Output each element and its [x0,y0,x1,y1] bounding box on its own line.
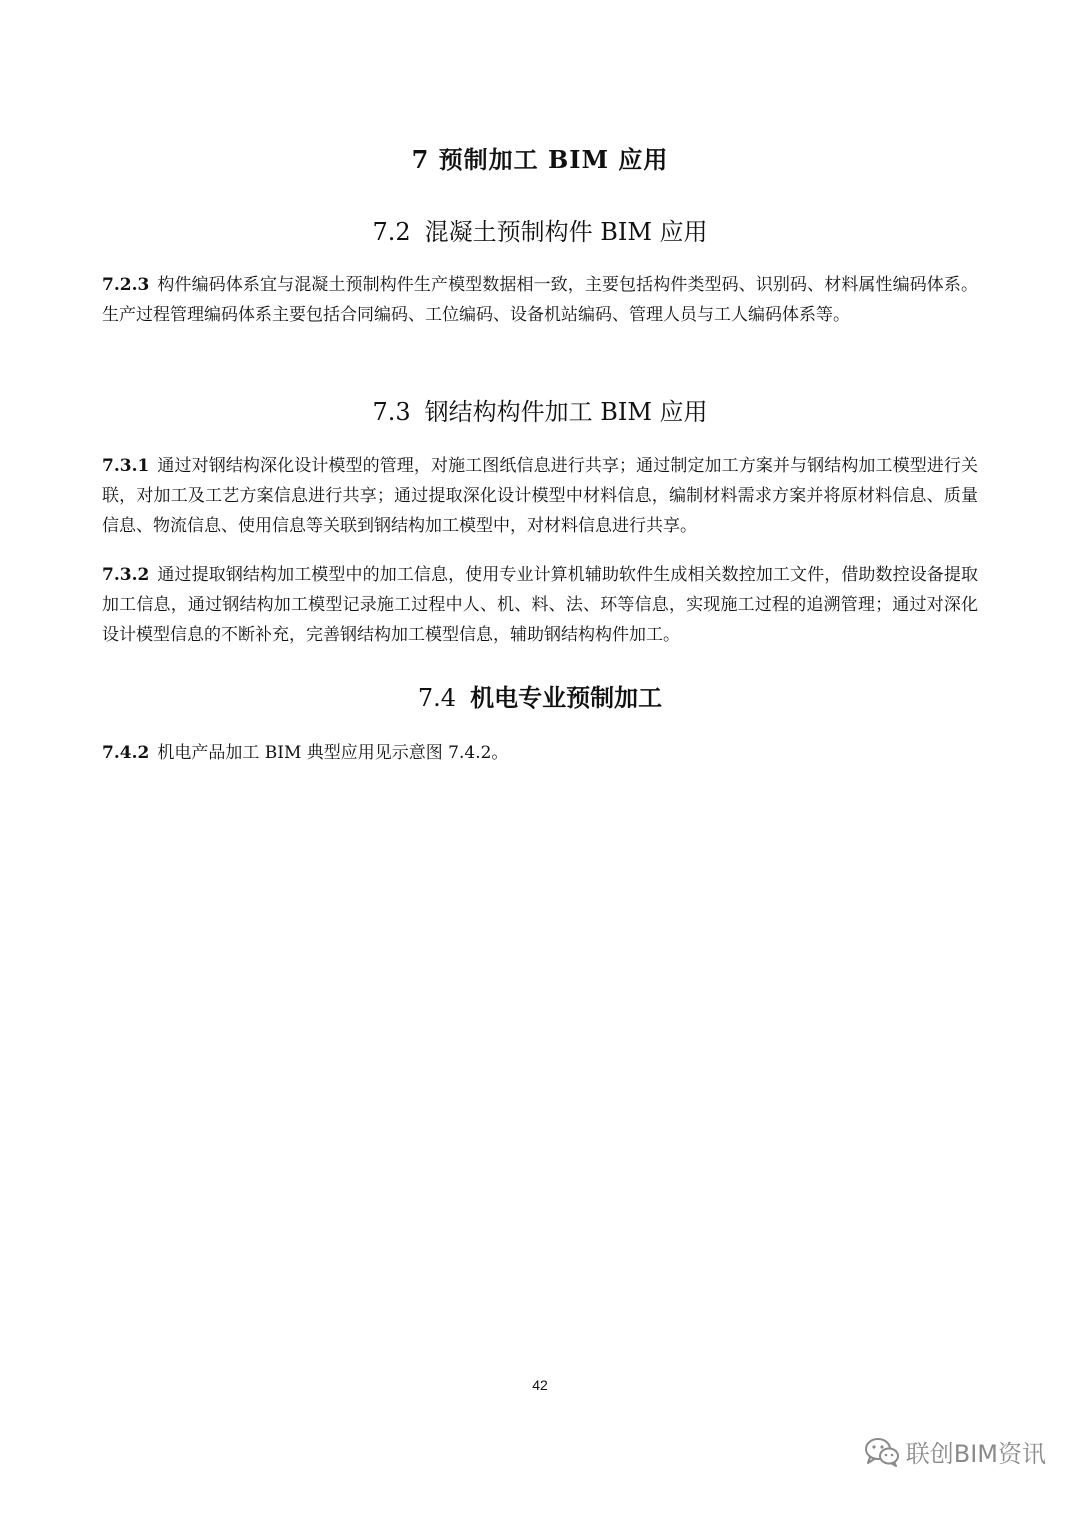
section-heading-7-2 [0,212,1080,247]
clause-number: 7.3.2 [102,565,150,585]
page-number: 42 [532,1377,548,1393]
clause-text: 通过对钢结构深化设计模型的管理，对施工图纸信息进行共享；通过制定加工方案并与钢结构加工模型进行关联，对加工及工艺方案信息进行共享；通过提取深化设计模型中材料信息，编制材料需求方案并将原材料信息、质量信息、物流信息、使用信息等关联到钢结构加工模型中，对材料信息进行共享。 [102,456,978,536]
clause-number: 7.2.3 [102,275,150,295]
watermark-text: 联创BIM资讯 [905,1440,1046,1468]
section-number: 7.3 [372,398,411,426]
section-title: 机电专业预制加工 [470,683,663,712]
chapter-title: 7 预制加工 BIM 应用 [411,145,669,174]
clause-7-3-1 [102,451,978,541]
clause-text: 机电产品加工 BIM 典型应用见示意图 7.4.2。 [157,743,509,763]
wechat-icon [864,1437,900,1467]
section-title: 混凝土预制构件 BIM 应用 [424,218,708,246]
watermark [864,1434,1046,1469]
clause-7-2-3 [102,270,978,330]
clause-text: 构件编码体系宜与混凝土预制构件生产模型数据相一致，主要包括构件类型码、识别码、材料属性编码体系。生产过程管理编码体系主要包括合同编码、工位编码、设备机站编码、管理人员与工人编码体系等。 [102,275,978,325]
section-number: 7.4 [417,684,457,712]
section-title: 钢结构构件加工 BIM 应用 [424,398,708,426]
clause-text: 通过提取钢结构加工模型中的加工信息，使用专业计算机辅助软件生成相关数控加工文件，借助数控设备提取加工信息，通过钢结构加工模型记录施工过程中人、机、料、法、环等信息，实现施工过程的追溯管理；通过对深化设计模型信息的不断补充，完善钢结构加工模型信息，辅助钢结构构件加工。 [102,565,978,645]
clause-number: 7.4.2 [102,743,150,763]
section-number: 7.2 [372,218,411,246]
section-heading-7-3 [0,392,1080,427]
clause-number: 7.3.1 [102,456,150,476]
clause-7-3-2 [102,560,978,650]
section-heading-7-4 [0,678,1080,713]
clause-7-4-2 [102,738,978,768]
